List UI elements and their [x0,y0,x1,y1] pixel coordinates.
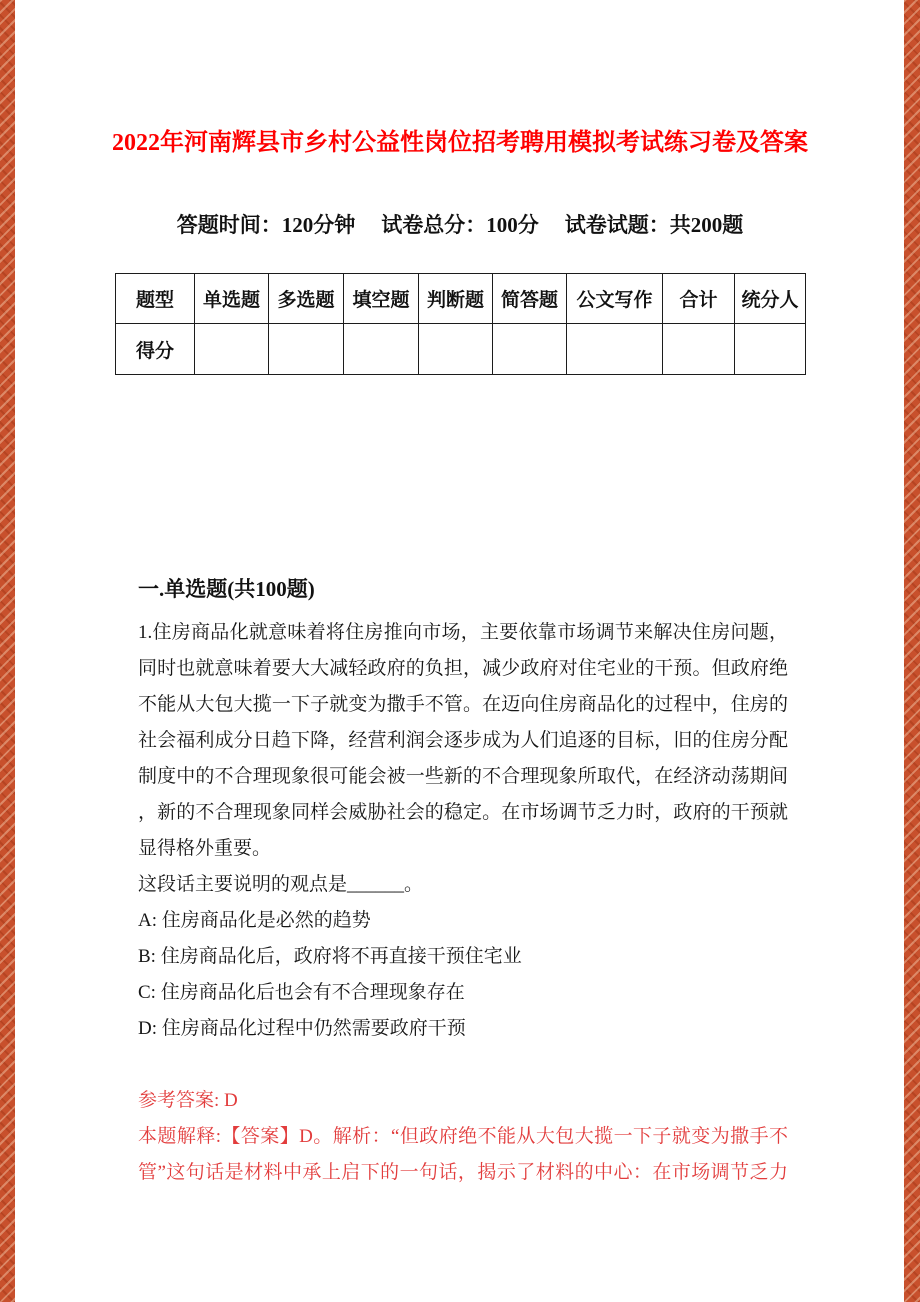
right-border-pattern [904,0,920,1302]
question-block [138,615,788,1191]
question-line-1: 1.住房商品化就意味着将住房推向市场，主要依靠市场调节来解决住房问题， [138,622,788,643]
option-c: C: 住房商品化后也会有不合理现象存在 [138,982,465,1003]
left-border-pattern [0,0,15,1302]
header-cell-official-writing: 公文写作 [567,274,663,324]
score-cell-empty [344,324,419,375]
question-line-2: 同时也就意味着要大大减轻政府的负担，减少政府对住宅业的干预。但政府绝 [138,658,788,679]
score-table-header-row [116,274,806,324]
exam-total-score: 试卷总分：100分 [381,213,539,237]
score-cell-empty [195,324,269,375]
header-cell-fill-blank: 填空题 [344,274,419,324]
section-heading: 一.单选题(共100题) [138,577,315,601]
score-cell-empty [493,324,567,375]
explanation-line-2: 管”这句话是材料中承上启下的一句话，揭示了材料的中心：在市场调节乏力 [138,1162,788,1183]
score-row-label: 得分 [116,324,195,375]
option-b: B: 住房商品化后，政府将不再直接干预住宅业 [138,946,522,967]
question-line-3: 不能从大包大揽一下子就变为撒手不管。在迈向住房商品化的过程中，住房的 [138,694,788,715]
score-table-score-row [116,324,806,375]
document-title: 2022年河南辉县市乡村公益性岗位招考聘用模拟考试练习卷及答案 [112,130,808,156]
blank-line [138,1047,788,1083]
header-cell-true-false: 判断题 [419,274,493,324]
reference-answer: 参考答案: D [138,1090,238,1111]
option-d: D: 住房商品化过程中仍然需要政府干预 [138,1018,466,1039]
score-table [115,273,806,375]
header-cell-short-answer: 简答题 [493,274,567,324]
exam-time: 答题时间：120分钟 [176,213,356,237]
question-line-6: ，新的不合理现象同样会威胁社会的稳定。在市场调节乏力时，政府的干预就 [138,802,788,823]
question-line-4: 社会福利成分日趋下降，经营利润会逐步成为人们追逐的目标，旧的住房分配 [138,730,788,751]
option-a: A: 住房商品化是必然的趋势 [138,910,371,931]
score-cell-empty [735,324,806,375]
header-cell-question-type: 题型 [116,274,195,324]
question-stem: 这段话主要说明的观点是______。 [138,874,424,895]
score-cell-empty [663,324,735,375]
question-line-5: 制度中的不合理现象很可能会被一些新的不合理现象所取代，在经济动荡期间 [138,766,788,787]
exam-question-count: 试卷试题：共200题 [564,213,744,237]
score-cell-empty [567,324,663,375]
header-cell-single-choice: 单选题 [195,274,269,324]
header-cell-scorer: 统分人 [735,274,806,324]
score-cell-empty [419,324,493,375]
question-line-7: 显得格外重要。 [138,838,272,859]
header-cell-total: 合计 [663,274,735,324]
score-cell-empty [269,324,344,375]
header-cell-multi-choice: 多选题 [269,274,344,324]
explanation-line-1: 本题解释:【答案】D。解析：“但政府绝不能从大包大揽一下子就变为撒手不 [138,1126,788,1147]
exam-info-line [20,209,900,239]
